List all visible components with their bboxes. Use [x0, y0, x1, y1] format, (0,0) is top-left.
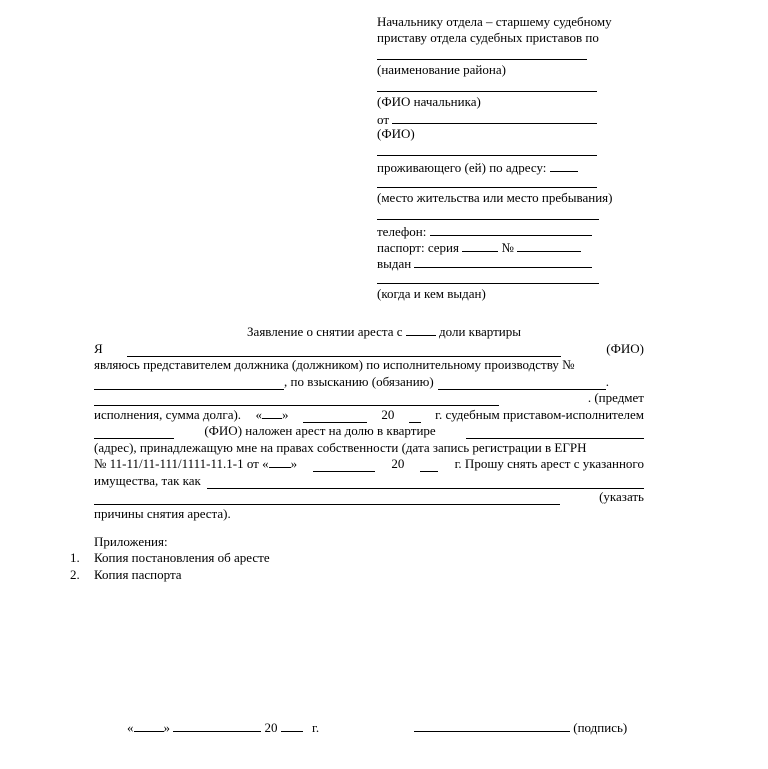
attachment-text: Копия паспорта	[94, 567, 182, 582]
header-line-1: Начальнику отдела – старшему судебному	[377, 14, 612, 29]
fio-blank	[377, 142, 597, 156]
list-item	[70, 567, 270, 584]
phone-label: телефон:	[377, 224, 427, 239]
issued-hint: (когда и кем выдан)	[377, 286, 486, 301]
day-blank	[262, 405, 282, 419]
title-suffix: доли квартиры	[439, 324, 521, 339]
recovery-blank	[438, 376, 606, 390]
year-prefix-2: 20	[391, 456, 405, 471]
property-text: имущества, так как	[94, 472, 201, 488]
open-quote-3: «	[127, 720, 134, 735]
residence-blank	[377, 206, 599, 220]
applicant-fio-hint: (ФИО)	[606, 340, 644, 356]
year-blank	[409, 409, 421, 423]
sign-month-blank	[173, 718, 261, 732]
signature-hint: (подпись)	[573, 720, 628, 735]
address-blank-2	[377, 174, 597, 188]
reason-blank-2	[94, 491, 560, 505]
sign-day-blank	[134, 718, 164, 732]
document-title	[0, 322, 768, 340]
year-prefix-3: 20	[264, 720, 278, 735]
request-text: г. Прошу снять арест с указанного	[454, 456, 644, 471]
from-blank	[392, 110, 597, 124]
signature-field	[414, 718, 627, 736]
district-blank	[377, 46, 587, 60]
year-suffix: г.	[312, 720, 320, 735]
close-quote-3: »	[163, 720, 170, 735]
share-blank	[406, 322, 436, 336]
district-hint: (наименование района)	[377, 62, 506, 77]
list-number: 2.	[70, 567, 80, 582]
attachments-heading: Приложения:	[94, 534, 168, 549]
statement-body	[94, 340, 644, 522]
chief-blank	[377, 78, 597, 92]
signature-blank	[414, 718, 570, 732]
arrest-text: (ФИО) наложен арест на долю в квартире	[204, 423, 436, 438]
month-blank	[303, 409, 367, 423]
bailiff-fio-blank	[94, 425, 174, 439]
address-blank	[550, 158, 578, 172]
egrn-month-blank	[313, 458, 375, 472]
reason-blank	[207, 475, 644, 489]
sign-year-blank	[281, 718, 303, 732]
egrn-year-blank	[420, 458, 438, 472]
list-number: 1.	[70, 550, 80, 565]
list-item	[70, 550, 270, 567]
open-quote: «	[255, 406, 262, 422]
address-label: проживающего (ей) по адресу:	[377, 160, 547, 175]
egrn-record-text: № 11-11/11-111/1111-11.1-1 от «	[94, 456, 269, 471]
fio-hint: (ФИО)	[377, 126, 415, 141]
pronoun-i: Я	[94, 340, 103, 356]
passport-number-blank	[517, 238, 581, 252]
apartment-blank	[466, 425, 644, 439]
passport-series-blank	[462, 238, 498, 252]
phone-blank	[430, 222, 592, 236]
period: .	[605, 373, 609, 389]
applicant-fio-blank	[127, 343, 561, 357]
bailiff-text: г. судебным приставом-исполнителем	[435, 406, 644, 422]
chief-hint: (ФИО начальника)	[377, 94, 481, 109]
header-line-2: приставу отдела судебных приставов по	[377, 30, 599, 45]
year-prefix: 20	[381, 406, 395, 422]
close-quote: »	[281, 406, 289, 422]
issued-label: выдан	[377, 256, 412, 271]
attachment-text: Копия постановления об аресте	[94, 550, 270, 565]
residence-hint: (место жительства или место пребывания)	[377, 190, 613, 205]
passport-series-label: паспорт: серия	[377, 240, 459, 255]
reason-hint: (указать	[599, 489, 644, 504]
subject-hint: . (предмет	[587, 390, 644, 405]
recovery-label: , по взысканию (обязанию)	[284, 373, 434, 389]
body-line-2: являюсь представителем должника (должником) по исполнительному производству №	[94, 357, 575, 372]
issued-blank-2	[377, 270, 599, 284]
from-label: от	[377, 112, 390, 127]
subject-blank	[94, 392, 499, 406]
proceeding-number-blank	[94, 376, 284, 390]
title-prefix: Заявление о снятии ареста с	[247, 324, 403, 339]
body-line-7: (адрес), принадлежащую мне на правах собственности (дата запись регистрации в ЕГРН	[94, 439, 587, 455]
date-field	[127, 718, 319, 736]
close-quote-2: »	[290, 456, 298, 471]
execution-subject-text: исполнения, сумма долга).	[94, 406, 242, 422]
egrn-day-blank	[269, 454, 291, 468]
body-line-11: причины снятия ареста).	[94, 505, 231, 521]
attachments-list	[70, 550, 270, 584]
number-sign: №	[501, 240, 514, 255]
issued-blank	[414, 254, 592, 268]
addressee-block	[377, 14, 657, 302]
